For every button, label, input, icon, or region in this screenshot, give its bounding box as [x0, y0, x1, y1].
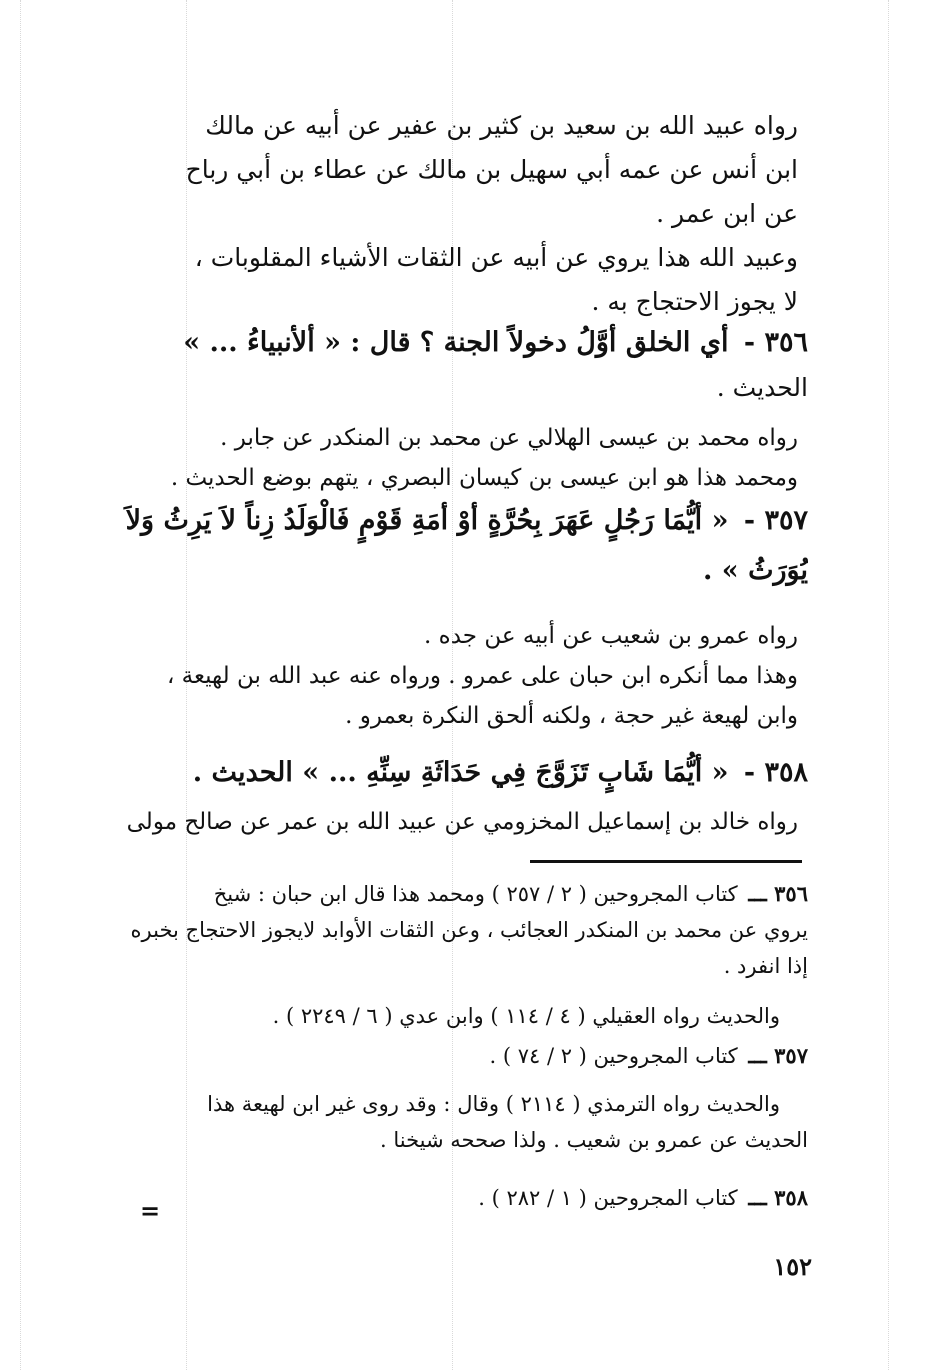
footnote-text: كتاب المجروحين ( ٢ / ٧٤ ) .: [489, 1044, 738, 1068]
paragraph-narration-2: [118, 418, 798, 498]
footnote-text: كتاب المجروحين ( ١ / ٢٨٢ ) .: [478, 1186, 738, 1210]
paragraph-narration-1: [118, 104, 798, 236]
footnote-text: الحديث عن عمرو بن شعيب . ولذا صححه شيخنا .: [380, 1128, 808, 1152]
footnote-number: ٣٥٦ ـــ: [748, 881, 808, 906]
hadith-number: ٣٥٦ -: [743, 327, 808, 358]
footnote-text: إذا انفرد .: [723, 954, 808, 978]
hadith-358: [118, 748, 808, 798]
footnote-number: ٣٥٨ ـــ: [748, 1185, 808, 1210]
paragraph-narration-3: [118, 616, 798, 736]
footnote-number: ٣٥٧ ـــ: [748, 1043, 808, 1068]
hadith-tail: الحديث .: [716, 373, 808, 402]
paragraph-narration-4: [118, 802, 798, 842]
hadith-number: ٣٥٧ -: [743, 505, 808, 536]
page-number: ١٥٢: [773, 1252, 812, 1281]
continuation-mark: =: [140, 1196, 161, 1225]
hadith-number: ٣٥٨ -: [743, 757, 808, 788]
text-line: وهذا مما أنكره ابن حبان على عمرو . ورواه عنه عبد الله بن لهيعة ،: [166, 663, 798, 689]
footnote-356: [118, 876, 808, 1034]
text-line: رواه عمرو بن شعيب عن أبيه عن جده .: [424, 623, 798, 649]
footnote-text: يروي عن محمد بن المنكدر العجائب ، وعن الثقات الأوابد لايجوز الاحتجاج بخبره: [130, 918, 808, 942]
hadith-text: « أيُّمَا شَابٍ تَزَوَّجَ فِي حَدَاثَةِ سِنِّهِ ... » الحديث .: [192, 757, 729, 788]
scan-guide: [20, 0, 21, 1370]
footnote-357: [118, 1038, 808, 1158]
hadith-tail: يُوَرَثُ » .: [703, 555, 808, 586]
text-line: رواه خالد بن إسماعيل المخزومي عن عبيد الله بن عمر عن صالح مولى: [126, 809, 798, 835]
text-line: ابن أنس عن عمه أبي سهيل بن مالك عن عطاء بن أبي رباح: [185, 155, 798, 184]
footnote-text: والحديث رواه الترمذي ( ٢١١٤ ) وقال : وقد روى غير ابن لهيعة هذا: [207, 1092, 780, 1116]
text-line: وعبيد الله هذا يروي عن أبيه عن الثقات الأشياء المقلوبات ،: [194, 243, 798, 272]
text-line: لا يجوز الاحتجاج به .: [591, 287, 798, 316]
scan-guide: [888, 0, 889, 1370]
footnote-text: كتاب المجروحين ( ٢ / ٢٥٧ ) ومحمد هذا قال ابن حبان : شيخ: [213, 882, 738, 906]
text-line: ومحمد هذا هو ابن عيسى بن كيسان البصري ، يتهم بوضع الحديث .: [170, 465, 798, 491]
hadith-text: أي الخلق أوَّلُ دخولاً الجنة ؟ قال : « ألأنبياءُ ... »: [183, 327, 729, 358]
text-line: عن ابن عمر .: [656, 199, 798, 228]
hadith-357: [118, 496, 808, 596]
hadith-text: « أيُّمَا رَجُلٍ عَهَرَ بِحُرَّةٍ أوْ أمَةِ قَوْمٍ فَالْوَلَدُ زِناً لاَ يَرِثُ وَلاَ: [125, 505, 729, 536]
footnote-358: [118, 1180, 808, 1216]
text-line: رواه عبيد الله بن سعيد بن كثير بن عفير عن أبيه عن مالك: [205, 111, 798, 140]
paragraph-commentary-1: [118, 236, 798, 324]
text-line: وابن لهيعة غير حجة ، ولكنه ألحق النكرة بعمرو .: [345, 703, 798, 729]
hadith-356: [118, 318, 808, 408]
text-line: رواه محمد بن عيسى الهلالي عن محمد بن المنكدر عن جابر .: [220, 425, 798, 451]
footnote-separator: [530, 860, 802, 863]
footnote-text: والحديث رواه العقيلي ( ٤ / ١١٤ ) وابن عدي ( ٦ / ٢٢٤٩ ) .: [272, 1004, 780, 1028]
